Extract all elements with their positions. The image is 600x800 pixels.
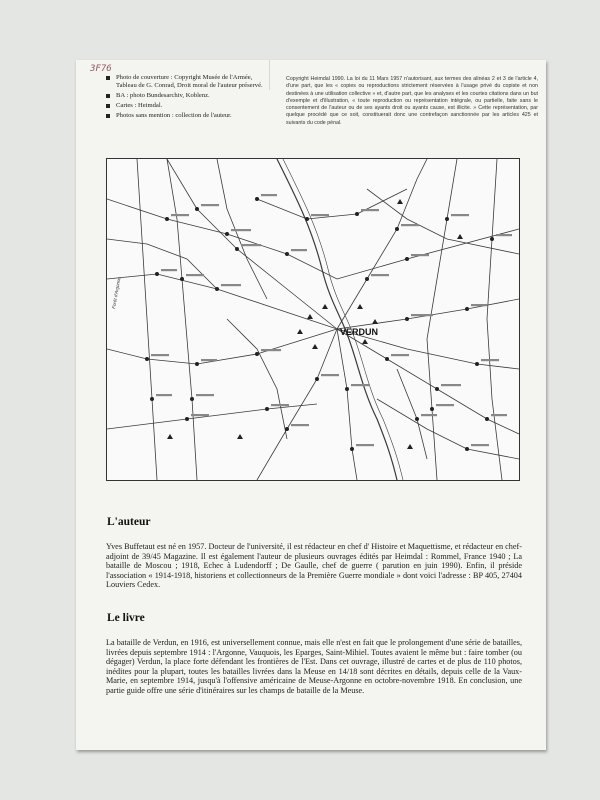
copyright-notice: Copyright Heimdal 1990. La loi du 11 Mars 1957 n'autorisant, aux termes des alinéas 2 et 3 de l'article 4, d'une part, que les « copies ou reproductions strictement réservées à l'usage privé du copiste et non destinées à une utilisation collective » et, d'autre part, que les analyses et les courtes citations dans un but d'exemple et d'illustration, « toute reproduction ou représentation intégrale, ou partielle, faite sans le consentement de l'auteur ou de ses ayants droit ou ayants cause, est illicite. » Cette représentation, par quelque procédé que ce soit, constituerait donc une contrefaçon sanctionnée par les articles 425 et suivants du code pénal. [286,76,538,126]
credit-item: Photo de couverture : Copyright Musée de l'Armée, Tableau de G. Conrad, Droit moral de l'auteur préservé. [104,74,274,90]
author-heading: L'auteur [107,516,151,528]
verdun-region-map [106,158,520,481]
handwritten-reference: 3F76 [90,64,112,74]
book-description: La bataille de Verdun, en 1916, est universellement connue, mais elle n'est en fait que le prolongement d'une série de batailles, livrées depuis septembre 1914 : l'Argonne, Vauquois, les Eparges, Saint-Mihiel. Toutes avaient le même but : faire tomber (ou dégager) Verdun, la place forte défendant les frontières de l'Est. Dans cet ouvrage, illustré de cartes et de plus de 110 photos, inédites pour la plupart, toutes les batailles livrées dans la Meuse en 14/18 sont décrites en détails, depuis celle de la Vaux-Marie, en septembre 1914, jusqu'à l'offensive américaine de Meuse-Argonne en octobre-novembre 1918. En conclusion, une partie guide offre une série d'itinéraires sur les champs de bataille de la Meuse. [106,638,522,695]
book-back-cover [76,60,546,750]
credit-item: Photos sans mention : collection de l'auteur. [104,112,274,120]
credit-item: BA : photo Bundesarchiv, Koblenz. [104,92,274,100]
book-heading: Le livre [107,612,145,624]
photo-credits-list [104,74,274,122]
credit-item: Cartes : Heimdal. [104,102,274,110]
map-label-verdun: VERDUN [340,327,379,337]
map-label-argonne: Forêt d'Argonne [111,276,122,310]
author-bio: Yves Buffetaut est né en 1957. Docteur de l'université, il est rédacteur en chef d' Histoire et Maquettisme, et rédacteur en chef-adjoint de 39/45 Magazine. Il est également l'auteur de plusieurs ouvrages édités par Heimdal : Rommel, France 1940 ; La bataille de Moscou ; 1918, Echec à Ludendorff ; De Gaulle, chef de guerre ( parution en juin 1990). Enfin, il préside l'association « 1914-1918, historiens et collectionneurs de la Première Guerre mondiale » dont voici l'adresse : BP 405, 27404 Louviers Cedex. [106,542,522,590]
map-drawing [107,159,519,480]
